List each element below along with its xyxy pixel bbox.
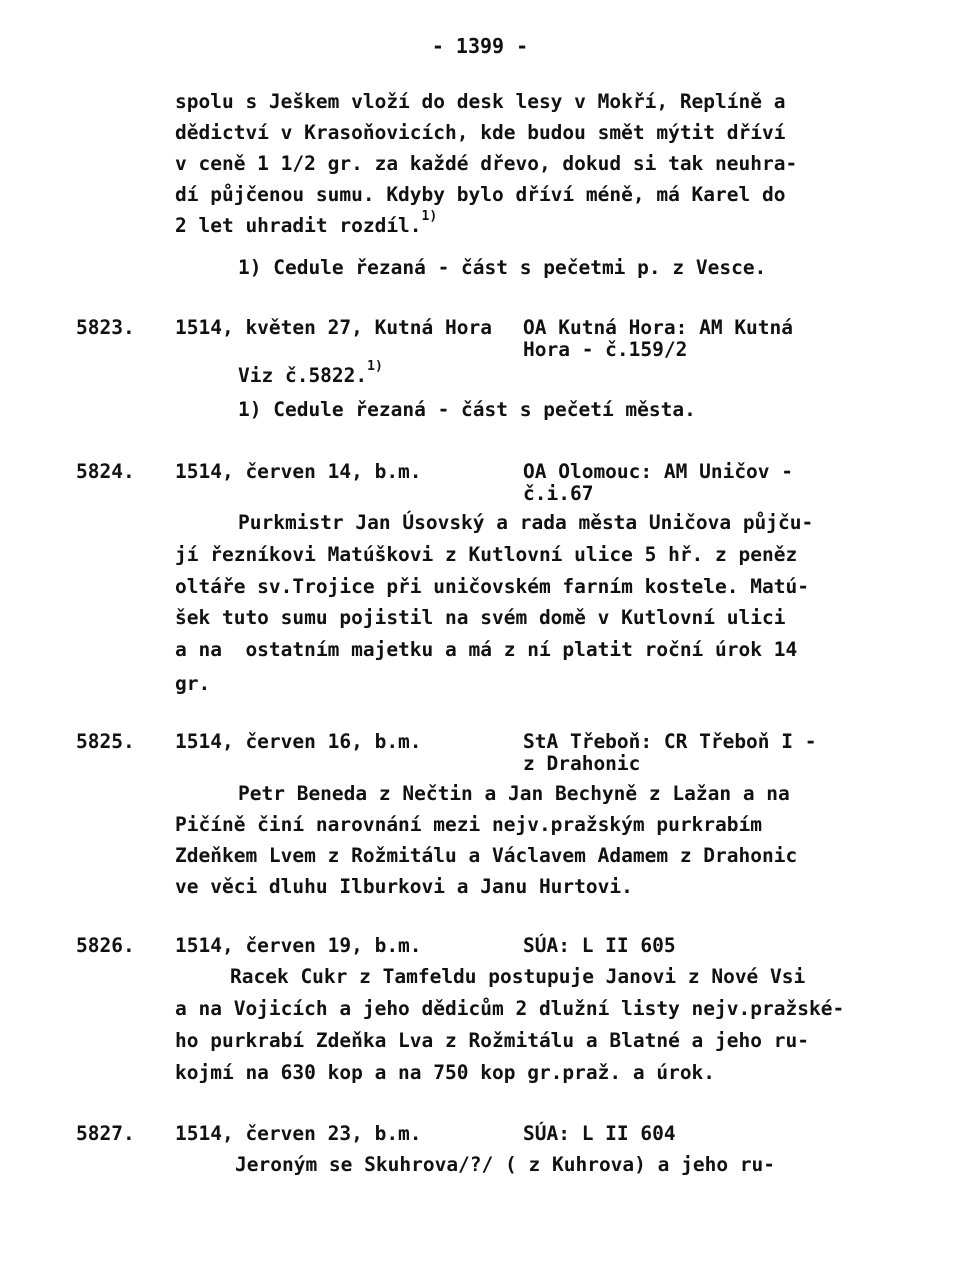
entry-body-line: ve věci dluhu Ilburkovi a Janu Hurtovi. — [175, 875, 633, 898]
entry-archive: OA Kutná Hora: AM Kutná — [523, 316, 794, 339]
intro-line: dí půjčenou sumu. Kdyby bylo dříví méně, má Karel do — [175, 183, 786, 206]
entry-archive: StA Třeboň: CR Třeboň I - — [523, 730, 817, 753]
footnote: 1) Cedule řezaná - část s pečetmi p. z Vesce. — [238, 256, 767, 279]
footnote-marker: 1) — [421, 209, 438, 224]
entry-archive: OA Olomouc: AM Uničov - — [523, 460, 794, 483]
entry-number: 5825. — [76, 730, 135, 753]
intro-line: spolu s Ješkem vloží do desk lesy v Mokří, Replíně a — [175, 90, 786, 113]
entry-date: 1514, červen 23, b.m. — [175, 1122, 422, 1145]
entry-body-line: šek tuto sumu pojistil na svém domě v Kutlovní ulici — [175, 606, 786, 629]
entry-body-line — [238, 359, 383, 387]
entry-body-text: Viz č.5822. — [238, 364, 368, 387]
entry-body-line: a na Vojicích a jeho dědicům 2 dlužní listy nejv.pražské- — [175, 997, 845, 1020]
entry-archive-cont: Hora - č.159/2 — [523, 338, 688, 361]
page-number: - 1399 - — [431, 34, 529, 58]
entry-body-line: oltáře sv.Trojice při uničovském farním kostele. Matú- — [175, 575, 809, 598]
entry-body-line: Petr Beneda z Nečtin a Jan Bechyně z Lažan a na — [238, 782, 790, 805]
entry-date: 1514, červen 19, b.m. — [175, 934, 422, 957]
entry-body-line: Zdeňkem Lvem z Rožmitálu a Václavem Adamem z Drahonic — [175, 844, 798, 867]
footnote-marker: 1) — [367, 359, 383, 374]
intro-line: v ceně 1 1/2 gr. za každé dřevo, dokud si tak neuhra- — [175, 152, 798, 175]
entry-body-line: Pičíně činí narovnání mezi nejv.pražským purkrabím — [175, 813, 762, 836]
entry-body-line: Racek Cukr z Tamfeldu postupuje Janovi z Nové Vsi — [230, 965, 806, 988]
entry-number: 5827. — [76, 1122, 135, 1145]
entry-number: 5823. — [76, 316, 135, 339]
entry-body-line: ho purkrabí Zdeňka Lva z Rožmitálu a Blatné a jeho ru- — [175, 1029, 809, 1052]
entry-body-line: Purkmistr Jan Úsovský a rada města Uničova půjču- — [238, 511, 814, 534]
entry-archive-cont: z Drahonic — [523, 752, 641, 775]
entry-body-line: Jeroným se Skuhrova/?/ ( z Kuhrova) a jeho ru- — [235, 1153, 776, 1176]
intro-line: 2 let uhradit rozdíl. — [175, 214, 422, 237]
entry-date: 1514, červen 14, b.m. — [175, 460, 422, 483]
entry-number: 5826. — [76, 934, 135, 957]
intro-line: dědictví v Krasoňovicích, kde budou smět mýtit dříví — [175, 121, 786, 144]
entry-body-line: kojmí na 630 kop a na 750 kop gr.praž. a úrok. — [175, 1061, 716, 1084]
entry-date: 1514, červen 16, b.m. — [175, 730, 422, 753]
entry-date: 1514, květen 27, Kutná Hora — [175, 316, 492, 339]
entry-archive: SÚA: L II 605 — [523, 934, 676, 957]
entry-archive-cont: č.i.67 — [523, 482, 594, 505]
entry-archive: SÚA: L II 604 — [523, 1122, 676, 1145]
footnote: 1) Cedule řezaná - část s pečetí města. — [238, 398, 696, 421]
entry-body-line: a na ostatním majetku a má z ní platit roční úrok 14 — [175, 638, 798, 661]
entry-number: 5824. — [76, 460, 135, 483]
entry-body-line: gr. — [175, 672, 211, 695]
entry-body-line: jí řezníkovi Matúškovi z Kutlovní ulice 5 hř. z peněz — [175, 543, 798, 566]
intro-last-line — [175, 209, 438, 237]
